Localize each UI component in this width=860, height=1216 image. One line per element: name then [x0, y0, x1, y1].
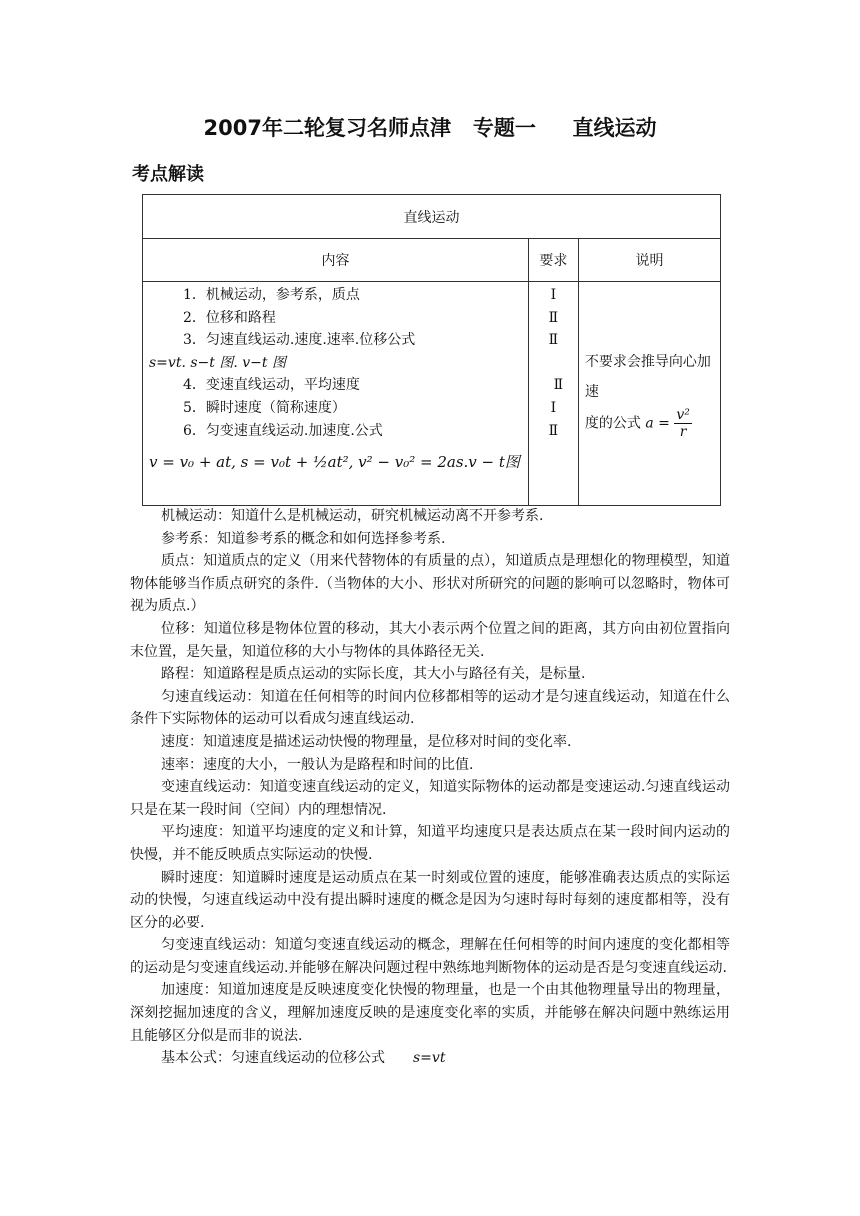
requirements-table [142, 194, 721, 506]
paragraph: 匀变速直线运动：知道匀变速直线运动的概念，理解在任何相等的时间内速度的变化都相等的运动是匀变速直线运动.并能够在解决问题过程中熟练地判断物体的运动是否是匀变速直线运动. [130, 937, 730, 976]
paragraph: 瞬时速度：知道瞬时速度是运动质点在某一时刻或位置的速度，能够准确表达质点的实际运动的快慢，匀速直线运动中没有提出瞬时速度的概念是因为匀速时每时每刻的速度都相等，没有区分的必要. [130, 869, 730, 931]
level-value [530, 352, 577, 375]
table-caption: 直线运动 [143, 195, 721, 239]
body-text [130, 505, 730, 1070]
last-line-text: 基本公式：匀速直线运动的位移公式 [161, 1050, 385, 1067]
paragraph-last [130, 1047, 730, 1070]
note-line: 不要求会推导向心加速 [584, 354, 711, 400]
header-content: 内容 [143, 239, 529, 282]
paragraph: 位移：知道位移是物体位置的移动，其大小表示两个位置之间的距离，其方向由初位置指向末位置，是矢量，知道位移的大小与物体的具体路径无关. [130, 620, 730, 660]
level-value: Ⅱ [548, 332, 559, 349]
list-item: 1．机械运动，参考系，质点 [183, 287, 360, 303]
paragraph: 加速度：知道加速度是反映速度变化快慢的物理量，也是一个由其他物理量导出的物理量，深刻挖掘加速度的含义，理解加速度反映的是速度变化率的实质，并能够在解决问题中熟练运用且能够区分似是而非的说法. [130, 982, 730, 1044]
fraction [674, 407, 692, 440]
paragraph: 变速直线运动：知道变速直线运动的定义，知道实际物体的运动都是变速运动.匀速直线运动只是在某一段时间（空间）内的理想情况. [130, 779, 730, 818]
page-title: 2007年二轮复习名师点津 专题一 直线运动 [203, 116, 657, 140]
note-cell [578, 282, 720, 506]
paragraph: 速率：速度的大小，一般认为是路程和时间的比值. [161, 756, 474, 773]
paragraph: 平均速度：知道平均速度的定义和计算，知道平均速度只是表达质点在某一段时间内运动的快慢，并不能反映质点实际运动的快慢. [130, 824, 730, 863]
header-requirement: 要求 [528, 239, 578, 282]
level-value: Ⅰ [550, 287, 557, 303]
list-item: 3．匀速直线运动.速度.速率.位移公式 [183, 332, 416, 349]
paragraph: 匀速直线运动：知道在任何相等的时间内位移都相等的运动才是匀速直线运动，知道在什么条件下实际物体的运动可以看成匀速直线运动. [130, 688, 730, 728]
note-line [585, 407, 714, 440]
paragraph: 参考系：知道参考系的概念和如何选择参考系. [161, 530, 446, 547]
list-item: s=vt. s−t 图. v−t 图 [149, 354, 286, 371]
level-value: Ⅱ [548, 422, 559, 439]
list-item: 5．瞬时速度（简称速度） [183, 399, 346, 416]
content-cell [143, 282, 529, 506]
paragraph: 机械运动：知道什么是机械运动，研究机械运动离不开参考系. [161, 508, 544, 524]
kinematics-formula: v = v₀ + at, s = v₀t + ½at², v² − v₀² = 2as.v − t图 [149, 453, 520, 472]
level-value: Ⅰ [550, 399, 557, 416]
fraction-numerator: v² [676, 407, 690, 423]
last-line-formula: s=vt [413, 1050, 446, 1067]
levels-cell [528, 282, 578, 506]
level-value: Ⅱ [548, 309, 559, 326]
paragraph: 速度：知道速度是描述运动快慢的物理量，是位移对时间的变化率. [161, 733, 572, 750]
section-heading: 考点解读 [132, 164, 204, 185]
list-item: 6．匀变速直线运动.加速度.公式 [183, 422, 383, 439]
level-value: Ⅱ [553, 377, 564, 394]
list-item: 2．位移和路程 [183, 309, 276, 326]
list-item: 4．变速直线运动，平均速度 [183, 377, 360, 394]
fraction-denominator: r [679, 424, 687, 440]
header-note: 说明 [578, 239, 720, 282]
paragraph: 质点：知道质点的定义（用来代替物体的有质量的点），知道质点是理想化的物理模型，知道物体能够当作质点研究的条件.（当物体的大小、形状对所研究的问题的影响可以忽略时，物体可视为质点.） [130, 553, 730, 615]
formula-lhs: a = [645, 415, 670, 432]
paragraph: 路程：知道路程是质点运动的实际长度，其大小与路径有关，是标量. [161, 666, 586, 683]
note-text: 度的公式 [584, 415, 641, 432]
